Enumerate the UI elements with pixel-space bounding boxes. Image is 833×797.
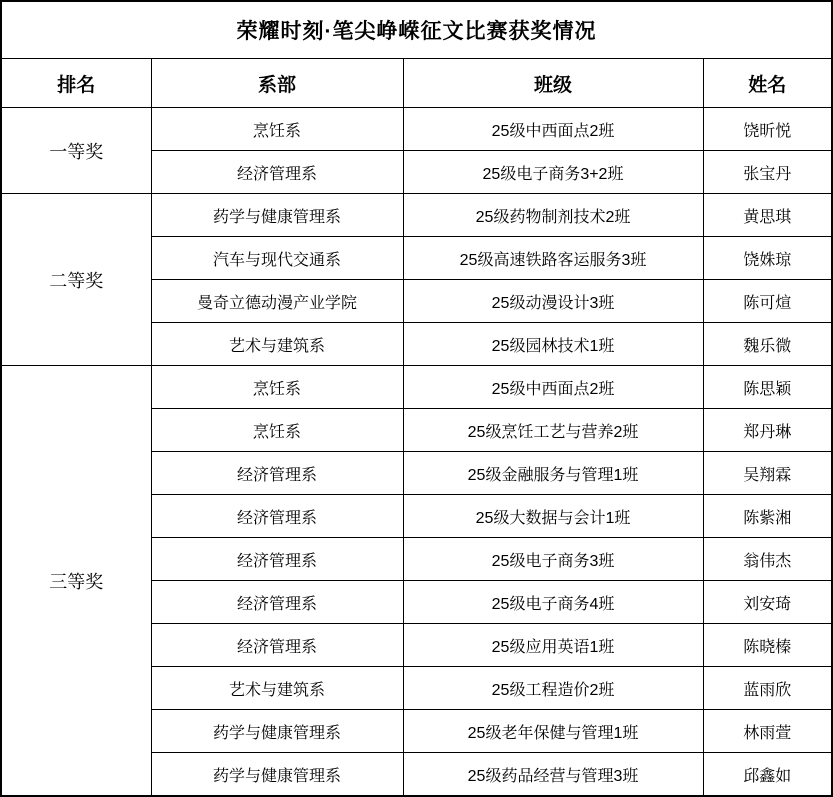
cell-name: 翁伟杰	[703, 538, 832, 581]
rank-group-label: 一等奖	[1, 108, 151, 194]
cell-class: 25级药品经营与管理3班	[403, 753, 703, 797]
rank-group-label: 三等奖	[1, 366, 151, 797]
cell-name: 陈紫湘	[703, 495, 832, 538]
cell-class: 25级中西面点2班	[403, 108, 703, 151]
table-row	[1, 194, 832, 237]
cell-class: 25级电子商务4班	[403, 581, 703, 624]
cell-name: 邱鑫如	[703, 753, 832, 797]
table-row	[1, 366, 832, 409]
cell-class: 25级电子商务3班	[403, 538, 703, 581]
cell-department: 经济管理系	[151, 151, 403, 194]
cell-name: 吴翔霖	[703, 452, 832, 495]
cell-name: 林雨萱	[703, 710, 832, 753]
title-row	[1, 1, 832, 59]
cell-department: 药学与健康管理系	[151, 710, 403, 753]
cell-class: 25级大数据与会计1班	[403, 495, 703, 538]
cell-department: 烹饪系	[151, 366, 403, 409]
cell-class: 25级老年保健与管理1班	[403, 710, 703, 753]
cell-department: 药学与健康管理系	[151, 753, 403, 797]
cell-department: 经济管理系	[151, 495, 403, 538]
cell-department: 汽车与现代交通系	[151, 237, 403, 280]
page-title: 荣耀时刻·笔尖峥嵘征文比赛获奖情况	[1, 1, 832, 59]
cell-class: 25级高速铁路客运服务3班	[403, 237, 703, 280]
cell-department: 经济管理系	[151, 581, 403, 624]
cell-department: 经济管理系	[151, 538, 403, 581]
cell-name: 蓝雨欣	[703, 667, 832, 710]
cell-name: 陈思颖	[703, 366, 832, 409]
cell-department: 艺术与建筑系	[151, 667, 403, 710]
cell-name: 黄思琪	[703, 194, 832, 237]
cell-department: 烹饪系	[151, 409, 403, 452]
cell-class: 25级园林技术1班	[403, 323, 703, 366]
award-table-body	[1, 1, 832, 796]
cell-department: 曼奇立德动漫产业学院	[151, 280, 403, 323]
cell-name: 陈可煊	[703, 280, 832, 323]
cell-name: 刘安琦	[703, 581, 832, 624]
cell-class: 25级电子商务3+2班	[403, 151, 703, 194]
cell-department: 经济管理系	[151, 452, 403, 495]
cell-department: 艺术与建筑系	[151, 323, 403, 366]
cell-name: 饶昕悦	[703, 108, 832, 151]
cell-name: 张宝丹	[703, 151, 832, 194]
column-header-rank: 排名	[1, 59, 151, 108]
cell-class: 25级应用英语1班	[403, 624, 703, 667]
cell-department: 药学与健康管理系	[151, 194, 403, 237]
cell-class: 25级药物制剂技术2班	[403, 194, 703, 237]
rank-group-label: 二等奖	[1, 194, 151, 366]
column-header-name: 姓名	[703, 59, 832, 108]
cell-class: 25级烹饪工艺与营养2班	[403, 409, 703, 452]
cell-class: 25级动漫设计3班	[403, 280, 703, 323]
cell-name: 郑丹琳	[703, 409, 832, 452]
cell-name: 饶姝琼	[703, 237, 832, 280]
cell-department: 烹饪系	[151, 108, 403, 151]
header-row	[1, 59, 832, 108]
column-header-class: 班级	[403, 59, 703, 108]
table-row	[1, 108, 832, 151]
cell-class: 25级中西面点2班	[403, 366, 703, 409]
cell-name: 魏乐微	[703, 323, 832, 366]
cell-class: 25级工程造价2班	[403, 667, 703, 710]
cell-department: 经济管理系	[151, 624, 403, 667]
cell-name: 陈晓榛	[703, 624, 832, 667]
column-header-department: 系部	[151, 59, 403, 108]
cell-class: 25级金融服务与管理1班	[403, 452, 703, 495]
